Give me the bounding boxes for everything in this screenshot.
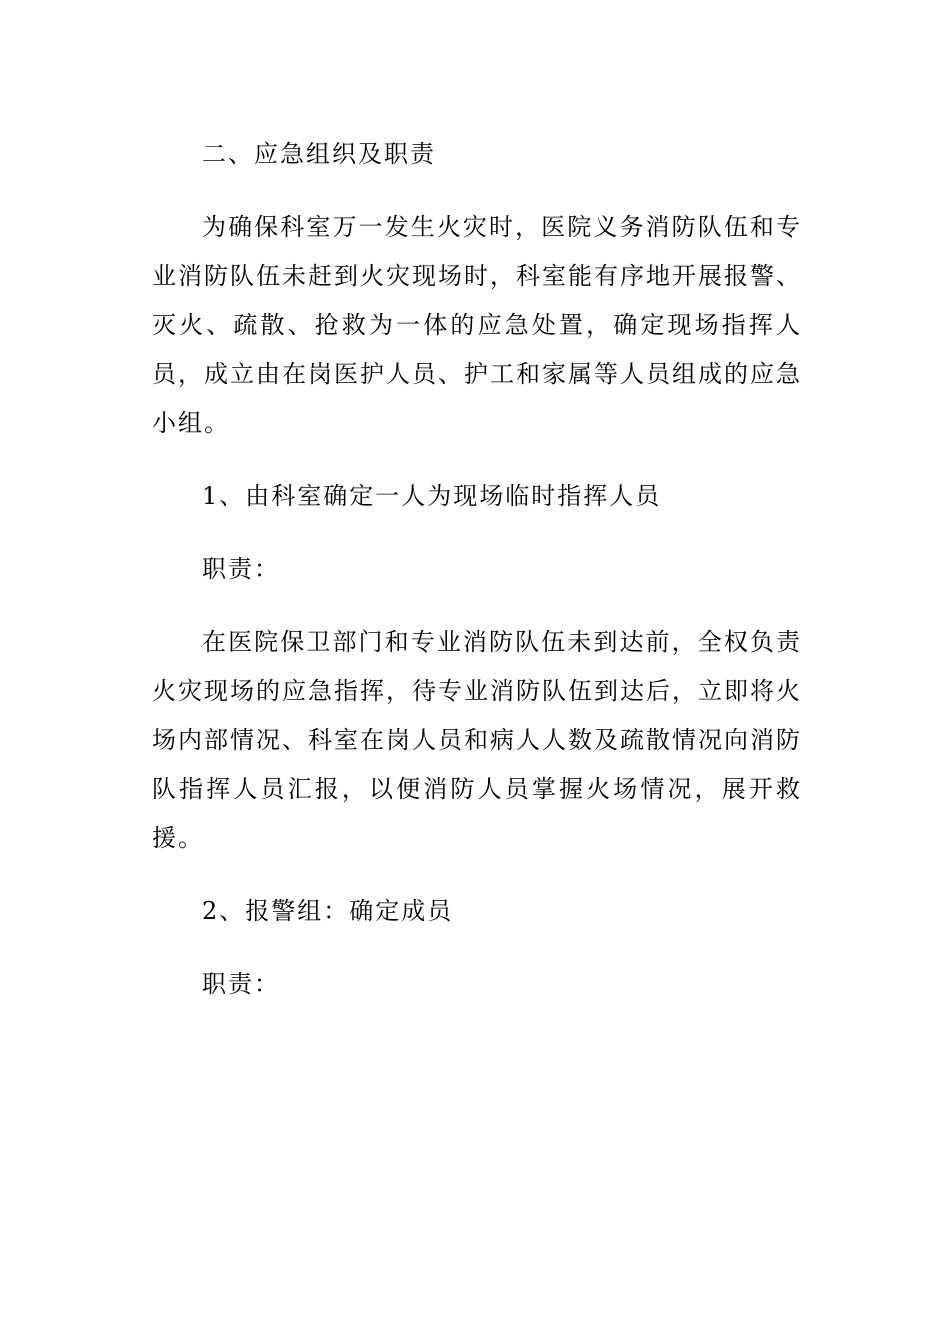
item1-duty-label: 职责：: [202, 555, 280, 583]
intro-paragraph: 为确保科室万一发生火灾时，医院义务消防队伍和专业消防队伍未赶到火灾现场时，科室能有序地开展报警、灭火、疏散、抢救为一体的应急处置，确定现场指挥人员，成立由在岗医护人员、护工和家属等人员组成的应急小组。: [152, 213, 802, 437]
item2-duty-label: 职责：: [202, 970, 280, 998]
item2-heading: 2、报警组：确定成员: [202, 897, 454, 925]
item1-duty-paragraph: 在医院保卫部门和专业消防队伍未到达前，全权负责火灾现场的应急指挥，待专业消防队伍到达后，立即将火场内部情况、科室在岗人员和病人人数及疏散情况向消防队指挥人员汇报，以便消防人员掌握火场情况，展开救援。: [152, 628, 802, 852]
document-body: [152, 130, 802, 1033]
section-heading: 二、应急组织及职责: [202, 140, 436, 168]
item1-heading: 1、由科室确定一人为现场临时指挥人员: [202, 482, 662, 510]
